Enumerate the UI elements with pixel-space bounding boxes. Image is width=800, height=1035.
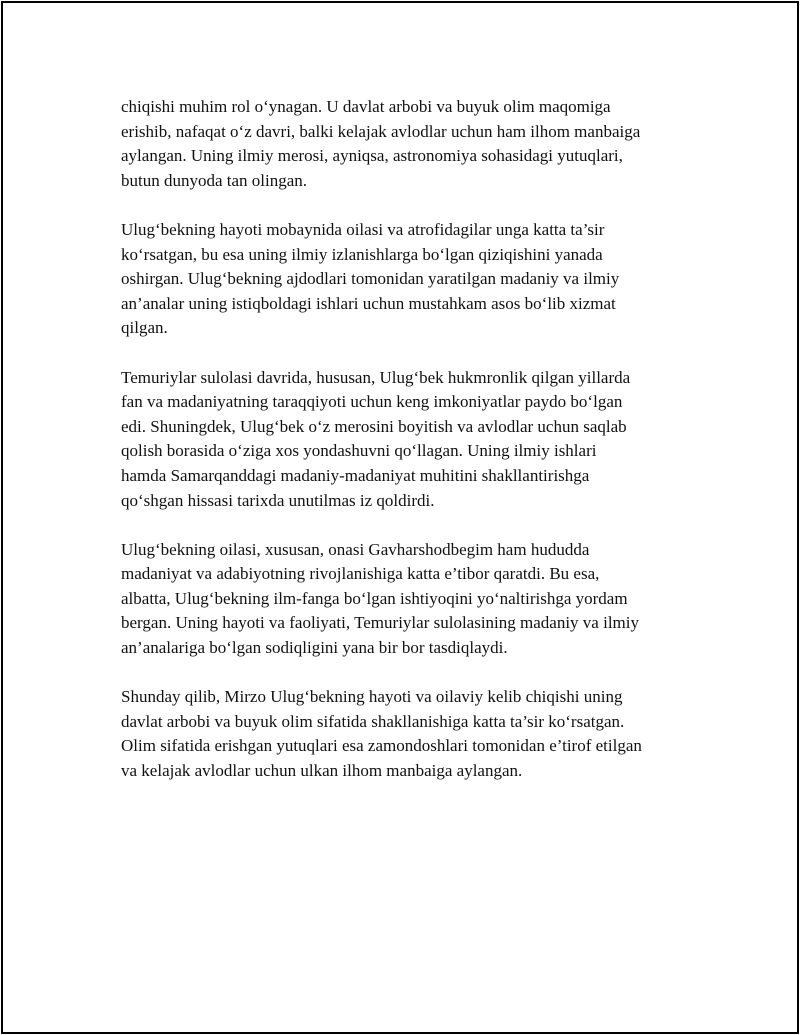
text-line: Temuriylar sulolasi davrida, hususan, Ulug‘bek hukmronlik qilgan yillarda [121, 367, 631, 387]
text-line: Ulug‘bekning hayoti mobaynida oilasi va atrofidagilar unga katta ta’sir [121, 219, 605, 239]
text-line: qo‘shgan hissasi tarixda unutilmas iz qoldirdi. [121, 490, 435, 510]
paragraph-4 [121, 538, 701, 661]
text-line: davlat arbobi va buyuk olim sifatida shakllanishiga katta ta’sir ko‘rsatgan. [121, 711, 625, 731]
document-body [121, 95, 701, 808]
text-line: fan va madaniyatning taraqqiyoti uchun keng imkoniyatlar paydo bo‘lgan [121, 392, 623, 412]
text-line: hamda Samarqanddagi madaniy-madaniyat muhitini shakllantirishga [121, 465, 590, 485]
text-line: Shunday qilib, Mirzo Ulug‘bekning hayoti va oilaviy kelib chiqishi uning [121, 687, 623, 707]
text-line: an’analariga bo‘lgan sodiqligini yana bir bor tasdiqlaydi. [121, 638, 508, 658]
text-line: chiqishi muhim rol o‘ynagan. U davlat arbobi va buyuk olim maqomiga [121, 97, 611, 116]
text-line: erishib, nafaqat o‘z davri, balki kelajak avlodlar uchun ham ilhom manbaiga [121, 121, 641, 141]
text-line: albatta, Ulug‘bekning ilm-fanga bo‘lgan ishtiyoqini yo‘naltirishga yordam [121, 588, 628, 608]
text-line: bergan. Uning hayoti va faoliyati, Temuriylar sulolasining madaniy va ilmiy [121, 613, 639, 633]
text-line: qolish borasida o‘ziga xos yondashuvni qo‘llagan. Uning ilmiy ishlari [121, 441, 597, 461]
text-line: va kelajak avlodlar uchun ulkan ilhom manbaiga aylangan. [121, 761, 523, 781]
text-line: Ulug‘bekning oilasi, xususan, onasi Gavharshodbegim ham hududda [121, 539, 590, 559]
paragraph-1 [121, 95, 701, 193]
text-line: madaniyat va adabiyotning rivojlanishiga katta e’tibor qaratdi. Bu esa, [121, 564, 600, 584]
text-line: qilgan. [121, 318, 168, 338]
text-line: edi. Shuningdek, Ulug‘bek o‘z merosini boyitish va avlodlar uchun saqlab [121, 416, 627, 436]
text-line: Olim sifatida erishgan yutuqlari esa zamondoshlari tomonidan e’tirof etilgan [121, 736, 642, 756]
text-line: ko‘rsatgan, bu esa uning ilmiy izlanishlarga bo‘lgan qiziqishini yanada [121, 244, 603, 264]
text-line: aylangan. Uning ilmiy merosi, ayniqsa, astronomiya sohasidagi yutuqlari, [121, 146, 623, 166]
paragraph-3 [121, 366, 701, 514]
paragraph-5 [121, 685, 701, 783]
text-line: an’analar uning istiqboldagi ishlari uchun mustahkam asos bo‘lib xizmat [121, 293, 616, 313]
page-border [1, 1, 799, 1034]
text-line: oshirgan. Ulug‘bekning ajdodlari tomonidan yaratilgan madaniy va ilmiy [121, 269, 620, 289]
text-line: butun dunyoda tan olingan. [121, 170, 308, 190]
paragraph-2 [121, 218, 701, 341]
